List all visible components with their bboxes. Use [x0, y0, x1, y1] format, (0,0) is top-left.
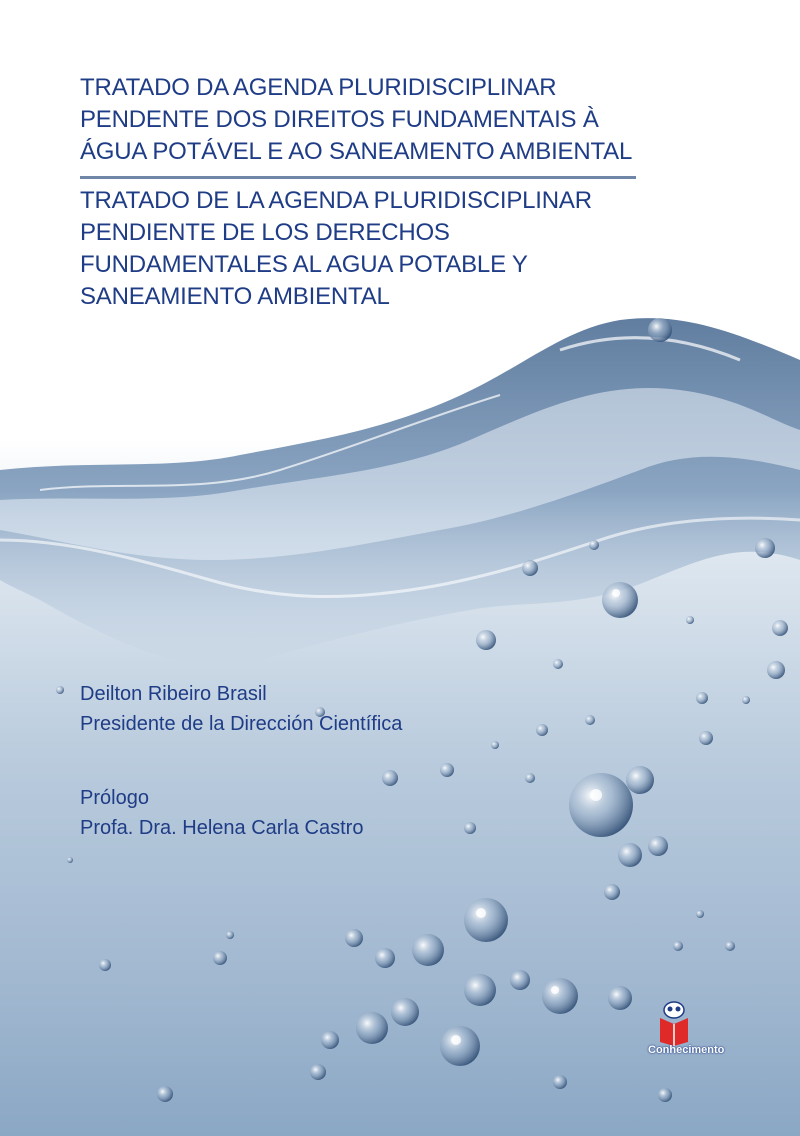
- credits-block: [80, 679, 540, 843]
- title-spanish: TRATADO DE LA AGENDA PLURIDISCIPLINAR PENDIENTE DE LOS DERECHOS FUNDAMENTALES AL AGUA POTABLE Y SANEAMIENTO AMBIENTAL: [80, 187, 592, 310]
- prologue-label: Prólogo: [80, 787, 149, 809]
- publisher-logo: [648, 998, 738, 1068]
- director-role: Presidente de la Dirección Científica: [80, 713, 403, 735]
- title-divider: [80, 176, 636, 179]
- prologue-author: Profa. Dra. Helena Carla Castro: [80, 817, 364, 839]
- credits-spacer: [80, 739, 540, 783]
- publisher-name: Conhecimento: [648, 1044, 725, 1056]
- title-portuguese: TRATADO DA AGENDA PLURIDISCIPLINAR PENDENTE DOS DIREITOS FUNDAMENTAIS À ÁGUA POTÁVEL E AO SANEAMENTO AMBIENTAL: [80, 74, 633, 165]
- director-name: Deilton Ribeiro Brasil: [80, 683, 267, 705]
- owl-book-icon: [648, 998, 738, 1046]
- title-block: [80, 72, 640, 313]
